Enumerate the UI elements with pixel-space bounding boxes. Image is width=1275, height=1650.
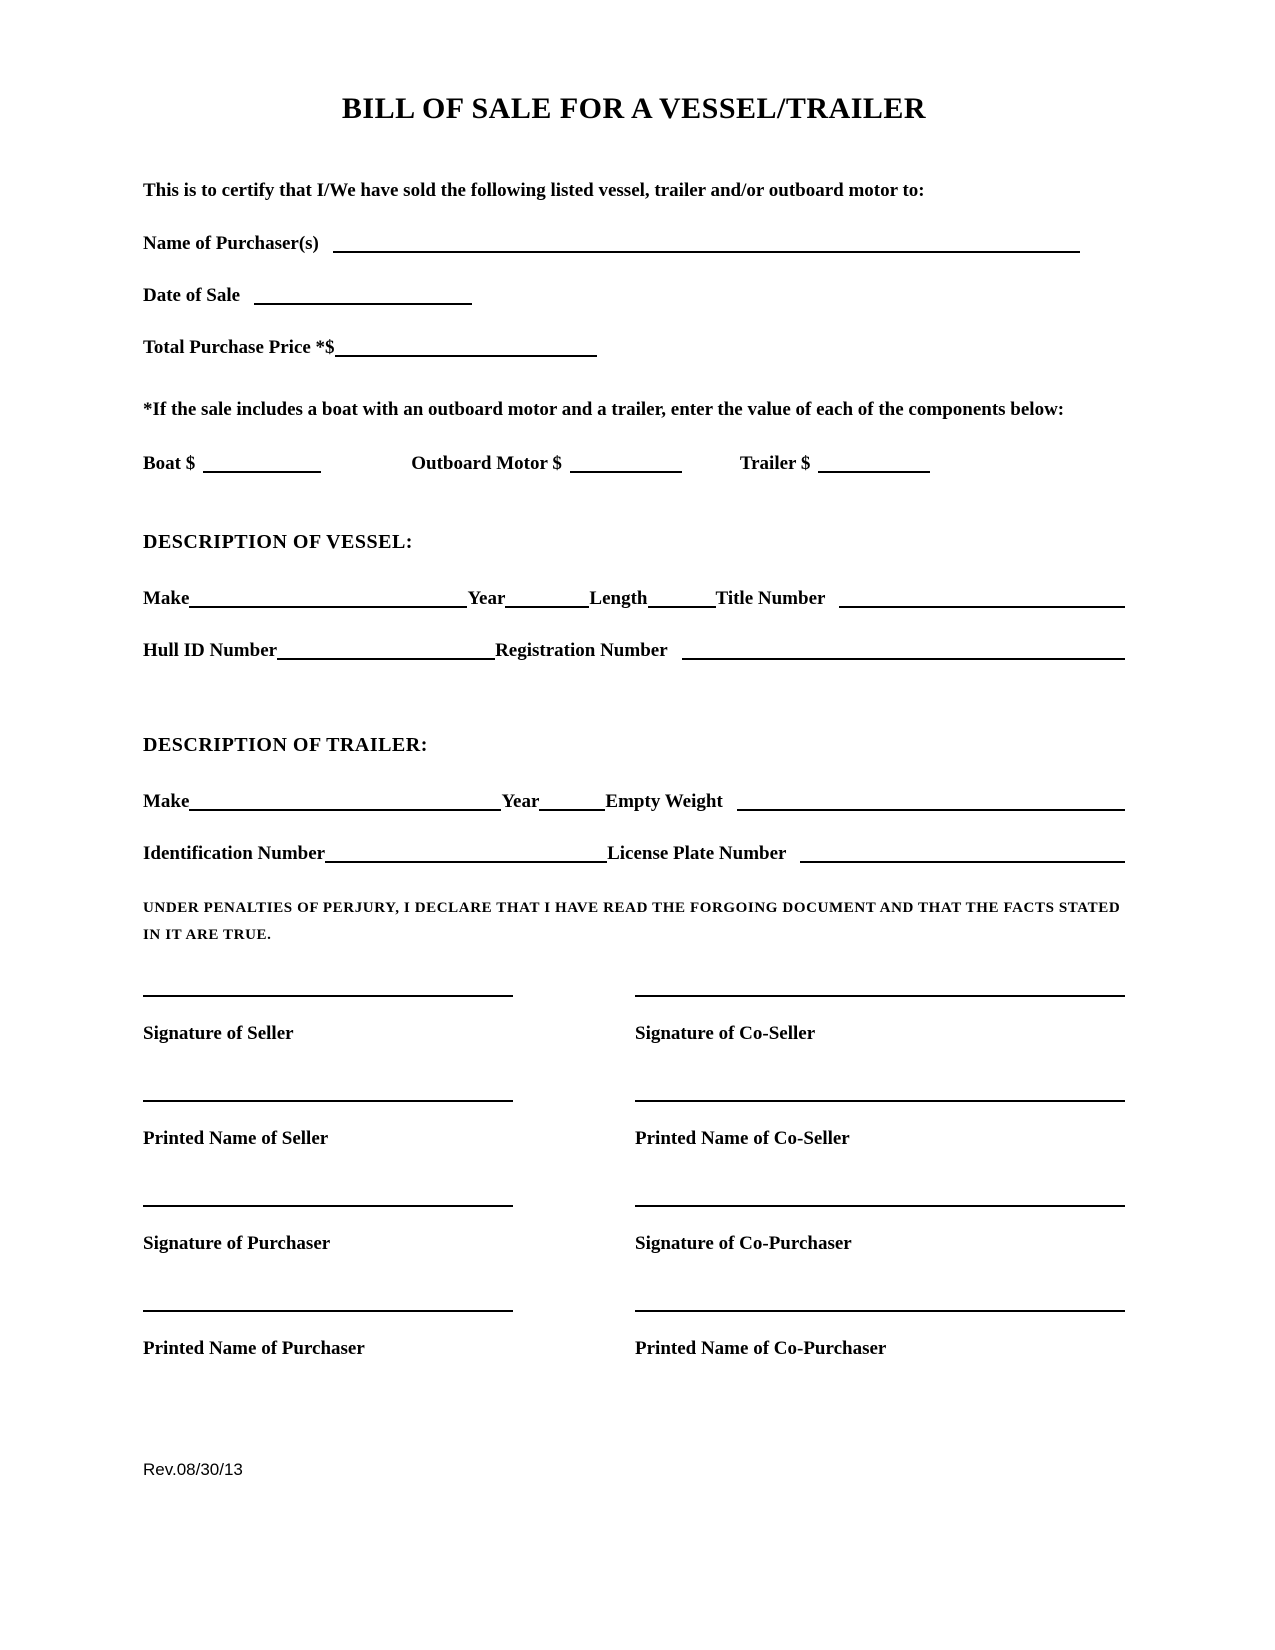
vessel-length-label: Length [589, 587, 648, 609]
vessel-make-line[interactable] [189, 605, 467, 608]
purchaser-signature-block [143, 1204, 513, 1255]
boat-value-line[interactable] [203, 470, 321, 473]
purchase-price-row [143, 337, 1125, 359]
vessel-year-label: Year [467, 587, 506, 609]
trailer-id-row [143, 843, 1125, 865]
vessel-title-number-line[interactable] [839, 605, 1125, 608]
vessel-section-heading: DESCRIPTION OF VESSEL: [143, 530, 413, 553]
vessel-make-label: Make [143, 587, 190, 609]
trailer-make-line[interactable] [189, 808, 501, 811]
signature-grid [143, 994, 1125, 1414]
identification-number-label: Identification Number [143, 842, 326, 864]
seller-printed-name-line[interactable] [143, 1099, 513, 1102]
purchaser-row [143, 233, 1125, 255]
co-seller-signature-label: Signature of Co-Seller [635, 1023, 816, 1044]
co-purchaser-signature-block [635, 1204, 1125, 1255]
boat-label: Boat $ [143, 452, 196, 474]
co-purchaser-signature-label: Signature of Co-Purchaser [635, 1233, 852, 1254]
outboard-motor-label: Outboard Motor $ [411, 452, 562, 474]
empty-weight-label: Empty Weight [605, 790, 723, 812]
co-seller-printed-name-block [635, 1099, 1125, 1150]
trailer-value-line[interactable] [818, 470, 930, 473]
identification-number-line[interactable] [325, 860, 607, 863]
outboard-motor-value-line[interactable] [570, 470, 682, 473]
date-of-sale-label: Date of Sale [143, 285, 241, 307]
trailer-make-row [143, 791, 1125, 813]
note-text: *If the sale includes a boat with an outboard motor and a trailer, enter the value of each of the components below: [143, 399, 1065, 421]
vessel-title-number-label: Title Number [715, 587, 826, 609]
license-plate-line[interactable] [800, 860, 1125, 863]
purchase-price-label: Total Purchase Price *$ [143, 337, 335, 359]
purchaser-printed-name-label: Printed Name of Purchaser [143, 1338, 365, 1359]
components-row [143, 453, 1125, 475]
purchase-price-line[interactable] [335, 354, 597, 357]
co-purchaser-signature-line[interactable] [635, 1204, 1125, 1207]
co-seller-signature-block [635, 994, 1125, 1045]
co-seller-printed-name-line[interactable] [635, 1099, 1125, 1102]
purchaser-signature-line[interactable] [143, 1204, 513, 1207]
seller-printed-name-block [143, 1099, 513, 1150]
seller-signature-block [143, 994, 513, 1045]
purchaser-label: Name of Purchaser(s) [143, 233, 319, 255]
co-seller-signature-line[interactable] [635, 994, 1125, 997]
seller-signature-line[interactable] [143, 994, 513, 997]
co-seller-printed-name-label: Printed Name of Co-Seller [635, 1128, 850, 1149]
registration-number-line[interactable] [682, 657, 1125, 660]
seller-printed-name-label: Printed Name of Seller [143, 1128, 329, 1149]
purchaser-signature-label: Signature of Purchaser [143, 1233, 331, 1254]
trailer-label: Trailer $ [739, 452, 811, 474]
co-purchaser-printed-name-line[interactable] [635, 1309, 1125, 1312]
registration-number-label: Registration Number [495, 639, 668, 661]
purchaser-printed-name-line[interactable] [143, 1309, 513, 1312]
perjury-statement: UNDER PENALTIES OF PERJURY, I DECLARE THAT I HAVE READ THE FORGOING DOCUMENT AND THAT THE FACTS STATED IN IT ARE TRUE. [143, 899, 1121, 944]
page-title: BILL OF SALE FOR A VESSEL/TRAILER [341, 92, 927, 125]
intro-text: This is to certify that I/We have sold the following listed vessel, trailer and/or outboard motor to: [143, 180, 925, 201]
trailer-make-label: Make [143, 790, 190, 812]
hull-id-label: Hull ID Number [143, 639, 278, 661]
signature-column-right [635, 994, 1125, 1414]
co-purchaser-printed-name-label: Printed Name of Co-Purchaser [635, 1338, 887, 1359]
vessel-length-line[interactable] [648, 605, 716, 608]
revision-date: Rev.08/30/13 [143, 1460, 243, 1479]
signature-column-left [143, 994, 513, 1414]
purchaser-name-line[interactable] [333, 250, 1080, 253]
license-plate-label: License Plate Number [607, 842, 787, 864]
trailer-section-heading: DESCRIPTION OF TRAILER: [143, 733, 428, 756]
trailer-year-line[interactable] [539, 808, 605, 811]
vessel-hull-row [143, 640, 1125, 662]
vessel-year-line[interactable] [505, 605, 589, 608]
co-purchaser-printed-name-block [635, 1309, 1125, 1360]
date-of-sale-line[interactable] [254, 302, 472, 305]
trailer-year-label: Year [501, 790, 540, 812]
hull-id-line[interactable] [277, 657, 495, 660]
vessel-make-row [143, 588, 1125, 610]
empty-weight-line[interactable] [737, 808, 1125, 811]
date-of-sale-row [143, 285, 1125, 307]
seller-signature-label: Signature of Seller [143, 1023, 294, 1044]
purchaser-printed-name-block [143, 1309, 513, 1360]
